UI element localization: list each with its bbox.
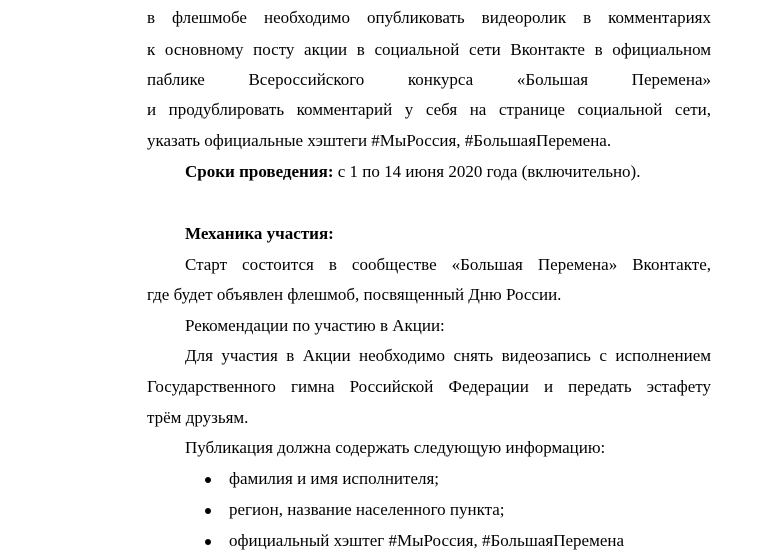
dates-value: с 1 по 14 июня 2020 года (включительно). (333, 162, 641, 181)
bullet-icon (205, 477, 211, 483)
list-item-text: регион, название населенного пункта; (229, 500, 505, 519)
start-line-1: Старт состоится в сообществе «Большая Перемена» Вконтакте, (185, 255, 711, 274)
participation-line-3: трём друзьям. (147, 408, 249, 427)
mechanics-heading: Механика участия: (185, 224, 334, 243)
participation-line-2: Государственного гимна Российской Федерации и передать эстафету (147, 377, 711, 396)
intro-line-3: паблике Всероссийского конкурса «Большая Перемена» (147, 70, 711, 89)
intro-line-4: и продублировать комментарий у себя на странице социальной сети, (147, 100, 711, 119)
intro-line-2: к основному посту акции в социальной сети Вконтакте в официальном (147, 40, 711, 59)
dates-paragraph (185, 162, 711, 182)
recommendations-line: Рекомендации по участию в Акции: (185, 316, 445, 335)
dates-label: Сроки проведения: (185, 162, 334, 181)
bullet-icon (205, 539, 211, 545)
list-item-text: официальный хэштег #МыРоссия, #БольшаяПеремена (229, 531, 625, 550)
bullet-icon (205, 508, 211, 514)
participation-line-1: Для участия в Акции необходимо снять видеозапись с исполнением (185, 346, 711, 365)
list-item-text: фамилия и имя исполнителя; (229, 469, 440, 488)
intro-line-5: указать официальные хэштеги #МыРоссия, #БольшаяПеремена. (147, 131, 612, 150)
publication-line: Публикация должна содержать следующую информацию: (185, 438, 606, 457)
intro-line-1: в флешмобе необходимо опубликовать видеоролик в комментариях (147, 8, 711, 27)
start-line-2: где будет объявлен флешмоб, посвященный Дню России. (147, 285, 562, 304)
